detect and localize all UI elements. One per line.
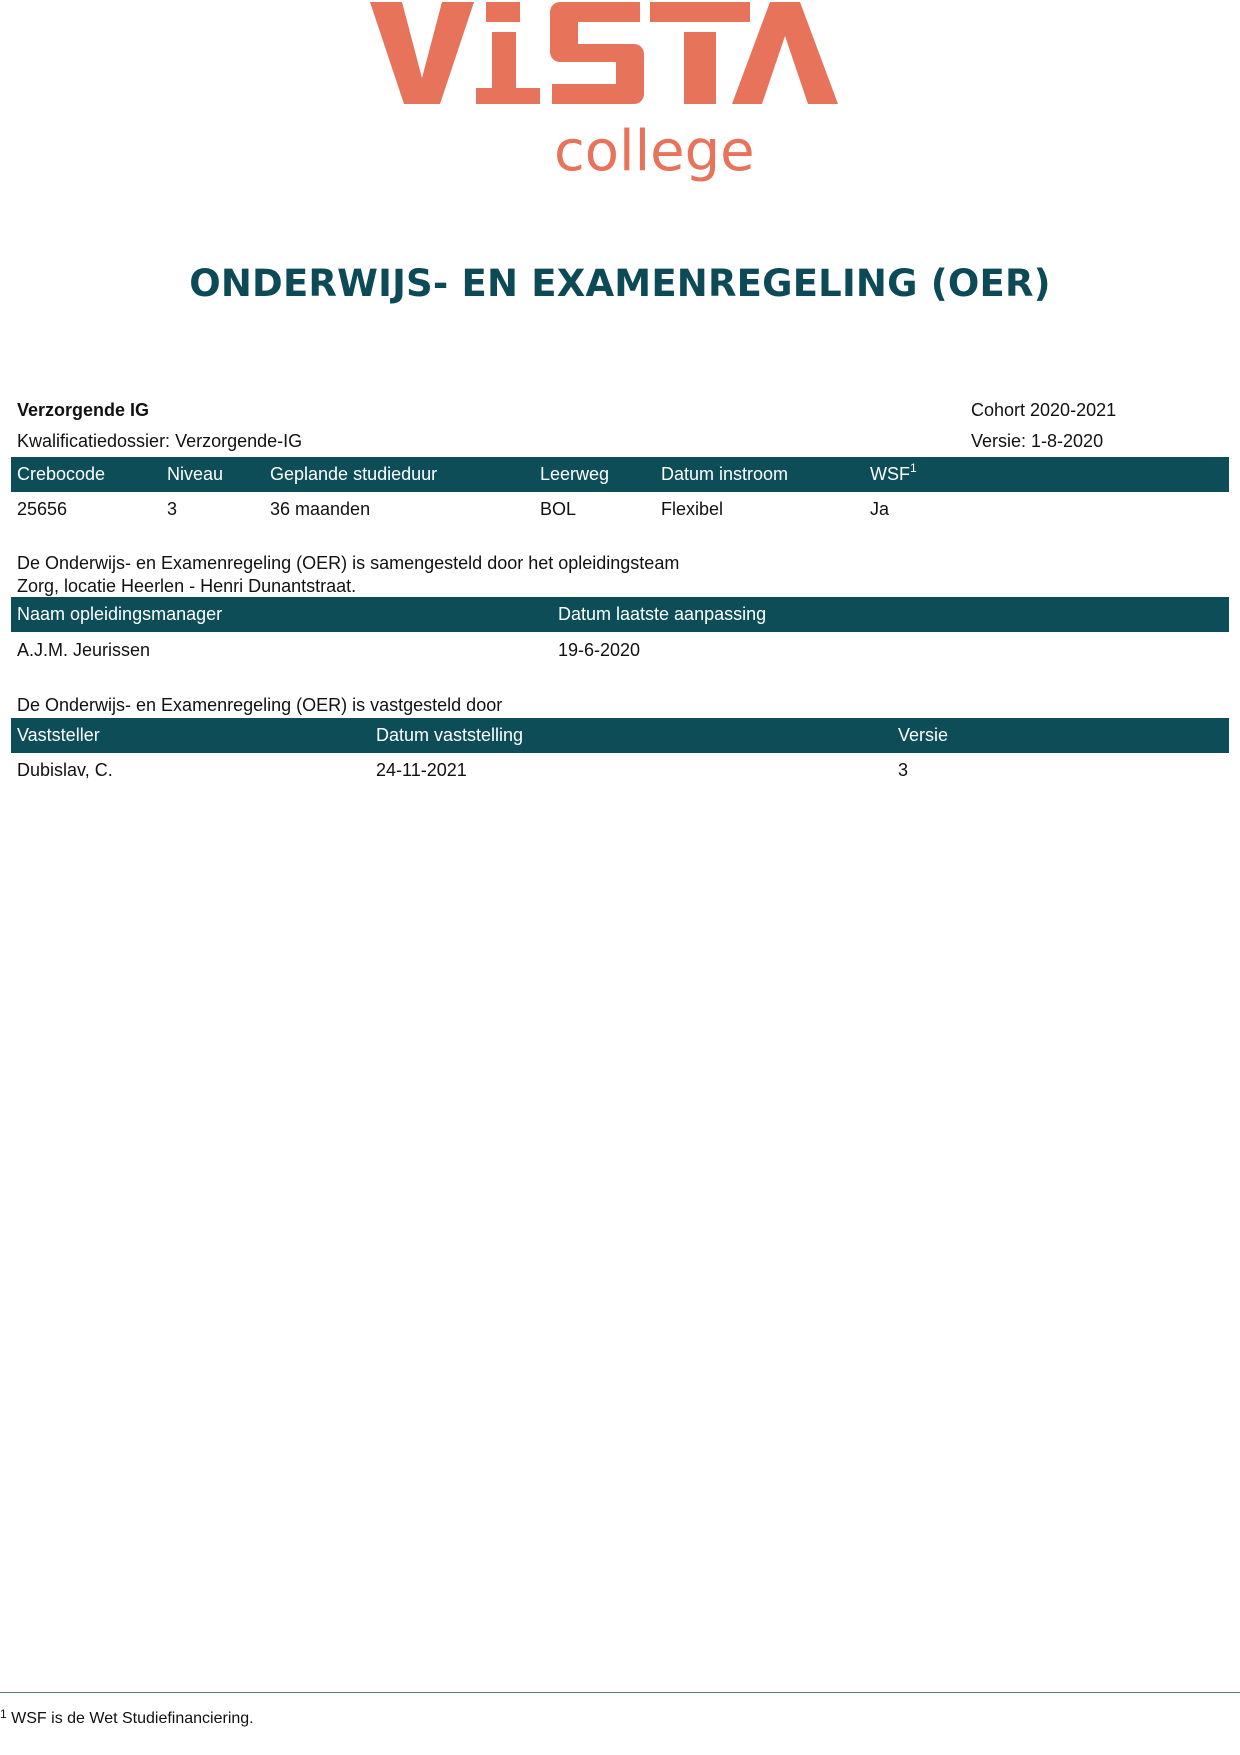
- cell-vaststeller: Dubislav, C.: [17, 760, 113, 780]
- cell-datum-instroom: Flexibel: [661, 499, 724, 519]
- program-name: Verzorgende IG: [17, 400, 150, 420]
- table3-header: [11, 718, 1229, 753]
- col-niveau: Niveau: [167, 464, 224, 484]
- cell-opleidingsmanager: A.J.M. Jeurissen: [17, 640, 151, 660]
- established-paragraph: De Onderwijs- en Examenregeling (OER) is vastgesteld door: [17, 695, 503, 715]
- col-studieduur: Geplande studieduur: [270, 464, 438, 484]
- col-wsf-label: WSF: [870, 464, 910, 484]
- footnote-ref: 1: [910, 461, 917, 475]
- logo-sub-text: college: [554, 119, 755, 184]
- footnote: [0, 1707, 254, 1728]
- col-vaststeller: Vaststeller: [17, 725, 100, 745]
- col-wsf: [870, 461, 917, 485]
- col-leerweg: Leerweg: [540, 464, 610, 484]
- dossier-label: Kwalificatiedossier: Verzorgende-IG: [17, 431, 303, 451]
- cell-datum-vaststelling: 24-11-2021: [376, 760, 467, 780]
- col-laatste-aanpassing: Datum laatste aanpassing: [558, 604, 767, 624]
- col-datum-vaststelling: Datum vaststelling: [376, 725, 524, 745]
- table2-header: [11, 597, 1229, 632]
- table-row: [11, 633, 1229, 669]
- cell-versie: 3: [898, 760, 909, 780]
- composition-line-1: De Onderwijs- en Examenregeling (OER) is samengesteld door het opleidingsteam: [17, 553, 680, 573]
- cell-wsf: Ja: [870, 499, 890, 519]
- footnote-divider: [0, 1692, 1240, 1693]
- col-opleidingsmanager: Naam opleidingsmanager: [17, 604, 223, 624]
- vista-college-logo: [360, 0, 880, 200]
- table1-header: [11, 457, 1229, 492]
- cell-niveau: 3: [167, 499, 178, 519]
- col-versie: Versie: [898, 725, 949, 745]
- page-title: ONDERWIJS- EN EXAMENREGELING (OER): [189, 262, 1051, 305]
- cohort-label: Cohort 2020-2021: [971, 400, 1117, 420]
- col-datum-instroom: Datum instroom: [661, 464, 789, 484]
- version-label: Versie: 1-8-2020: [971, 431, 1104, 451]
- composition-line-2: Zorg, locatie Heerlen - Henri Dunantstraat.: [17, 576, 357, 596]
- cell-laatste-aanpassing: 19-6-2020: [558, 640, 641, 660]
- cell-leerweg: BOL: [540, 499, 577, 519]
- table-row: [11, 492, 1229, 528]
- cell-studieduur: 36 maanden: [270, 499, 371, 519]
- footnote-mark: 1: [0, 1707, 7, 1721]
- cell-crebocode: 25656: [17, 499, 68, 519]
- table-row: [11, 753, 1229, 789]
- col-crebocode: Crebocode: [17, 464, 106, 484]
- footnote-text: WSF is de Wet Studiefinanciering.: [11, 1710, 254, 1727]
- composition-paragraph: [17, 552, 679, 598]
